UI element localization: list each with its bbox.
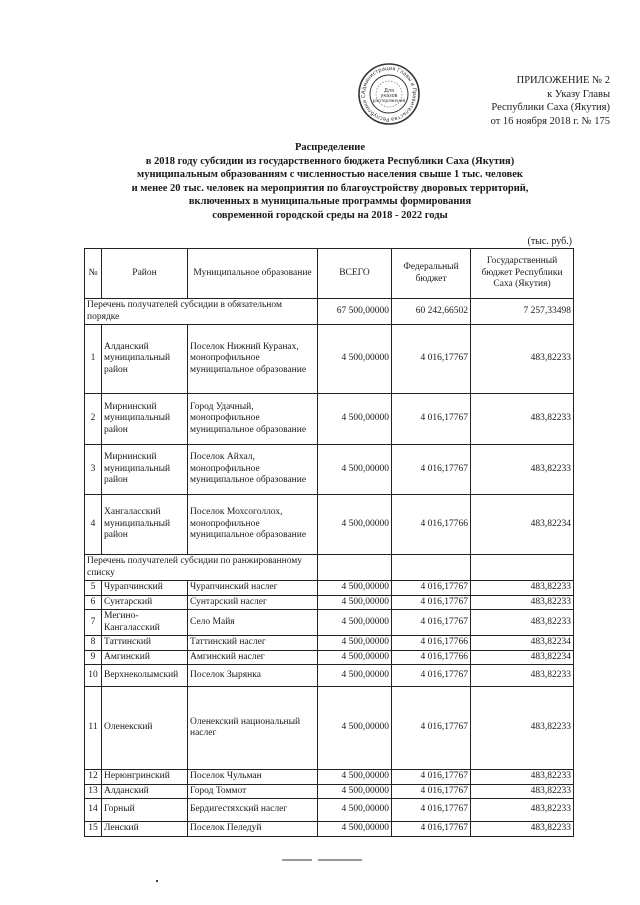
cell-num: 6 xyxy=(85,595,102,610)
cell-federal: 4 016,17767 xyxy=(392,822,471,837)
table-row xyxy=(85,784,574,799)
title-line-2: в 2018 году субсидии из государственного бюджета Республики Саха (Якутия) xyxy=(145,155,515,167)
cell-district: Верхнеколымский xyxy=(102,665,188,687)
table-row xyxy=(85,595,574,610)
cell-total: 4 500,00000 xyxy=(318,822,392,837)
cell-municipality: Село Майя xyxy=(188,610,318,636)
cell-federal: 4 016,17767 xyxy=(392,325,471,394)
cell-num: 12 xyxy=(85,770,102,785)
cell-state: 483,82233 xyxy=(471,595,574,610)
table-row xyxy=(85,394,574,445)
section-row-mandatory xyxy=(85,299,574,325)
table-row xyxy=(85,687,574,770)
cell-municipality: Таттинский наслег xyxy=(188,636,318,651)
cell-total: 4 500,00000 xyxy=(318,799,392,822)
table-row xyxy=(85,325,574,394)
section-row-ranked xyxy=(85,555,574,581)
cell-state: 483,82233 xyxy=(471,687,574,770)
cell-federal: 4 016,17766 xyxy=(392,636,471,651)
table-row xyxy=(85,610,574,636)
cell-municipality: Поселок Айхал, монопрофильное муниципальное образование xyxy=(188,445,318,495)
cell-total: 4 500,00000 xyxy=(318,636,392,651)
cell-municipality: Сунтарский наслег xyxy=(188,595,318,610)
cell-total: 4 500,00000 xyxy=(318,784,392,799)
cell-district: Горный xyxy=(102,799,188,822)
cell-district: Оленекский xyxy=(102,687,188,770)
cell-municipality: Поселок Нижний Куранах, монопрофильное муниципальное образование xyxy=(188,325,318,394)
cell-federal: 4 016,17767 xyxy=(392,581,471,596)
table-row xyxy=(85,495,574,555)
cell-district: Мирнинский муниципальный район xyxy=(102,445,188,495)
table-row xyxy=(85,665,574,687)
cell-federal: 4 016,17767 xyxy=(392,610,471,636)
section-label: Перечень получателей субсидии по ранжированному списку xyxy=(85,555,318,581)
appendix-line-2: к Указу Главы xyxy=(547,88,610,100)
cell-num: 2 xyxy=(85,394,102,445)
svg-text:Администрация Главы и Правител: Администрация Главы и Правительства Республики С xyxy=(360,65,418,123)
header-federal: Федеральный бюджет xyxy=(392,249,471,299)
cell-state: 483,82233 xyxy=(471,784,574,799)
cell-state: 483,82233 xyxy=(471,445,574,495)
cell-municipality: Поселок Зырянка xyxy=(188,665,318,687)
document-title xyxy=(60,141,600,222)
signature-line-graphic xyxy=(282,859,362,861)
cell-total: 4 500,00000 xyxy=(318,445,392,495)
cell-total: 4 500,00000 xyxy=(318,610,392,636)
page-mark xyxy=(156,880,158,882)
table-header-row xyxy=(85,249,574,299)
cell-state: 483,82233 xyxy=(471,394,574,445)
cell-total: 4 500,00000 xyxy=(318,394,392,445)
cell-federal: 4 016,17767 xyxy=(392,784,471,799)
signature-line xyxy=(282,848,362,850)
cell-district: Алданский муниципальный район xyxy=(102,325,188,394)
header-municipality: Муниципальное образование xyxy=(188,249,318,299)
cell-federal: 4 016,17767 xyxy=(392,445,471,495)
header-state: Государственный бюджет Республики Саха (Якутия) xyxy=(471,249,574,299)
cell-total: 4 500,00000 xyxy=(318,325,392,394)
table-row xyxy=(85,650,574,665)
cell-state: 483,82233 xyxy=(471,325,574,394)
cell-total: 4 500,00000 xyxy=(318,770,392,785)
header-total: ВСЕГО xyxy=(318,249,392,299)
cell-state: 483,82233 xyxy=(471,822,574,837)
cell-municipality: Поселок Чульман xyxy=(188,770,318,785)
cell-federal: 4 016,17767 xyxy=(392,687,471,770)
cell-num: 8 xyxy=(85,636,102,651)
svg-text:указов: указов xyxy=(380,94,398,99)
cell-district: Таттинский xyxy=(102,636,188,651)
empty-cell xyxy=(392,555,471,581)
cell-federal: 4 016,17767 xyxy=(392,394,471,445)
cell-num: 13 xyxy=(85,784,102,799)
cell-district: Чурапчинский xyxy=(102,581,188,596)
appendix-line-4: от 16 ноября 2018 г. № 175 xyxy=(490,115,610,127)
cell-num: 11 xyxy=(85,687,102,770)
cell-num: 9 xyxy=(85,650,102,665)
svg-text:Для: Для xyxy=(384,89,394,94)
appendix-header xyxy=(410,74,610,128)
appendix-line-1: ПРИЛОЖЕНИЕ № 2 xyxy=(516,75,610,86)
cell-federal: 4 016,17767 xyxy=(392,770,471,785)
cell-municipality: Чурапчинский наслег xyxy=(188,581,318,596)
cell-num: 15 xyxy=(85,822,102,837)
cell-num: 10 xyxy=(85,665,102,687)
cell-state: 483,82234 xyxy=(471,636,574,651)
title-line-6: современной городской среды на 2018 - 2022 годы xyxy=(212,209,448,221)
empty-cell xyxy=(318,555,392,581)
cell-federal: 4 016,17767 xyxy=(392,799,471,822)
title-line-4: и менее 20 тыс. человек на мероприятия по благоустройству дворовых территорий, xyxy=(131,182,529,194)
cell-district: Сунтарский xyxy=(102,595,188,610)
cell-municipality: Оленекский национальный наслег xyxy=(188,687,318,770)
cell-district: Нерюнгринский xyxy=(102,770,188,785)
section-label: Перечень получателей субсидии в обязательном порядке xyxy=(85,299,318,325)
cell-municipality: Амгинский наслег xyxy=(188,650,318,665)
cell-state: 483,82233 xyxy=(471,610,574,636)
table-row xyxy=(85,581,574,596)
units-label: (тыс. руб.) xyxy=(527,236,572,247)
cell-total: 4 500,00000 xyxy=(318,581,392,596)
title-line-3: муниципальным образованиям с численностью населения свыше 1 тыс. человек xyxy=(137,169,523,180)
appendix-line-3: Республики Саха (Якутия) xyxy=(491,102,610,113)
cell-municipality: Город Томмот xyxy=(188,784,318,799)
cell-state: 483,82233 xyxy=(471,665,574,687)
cell-state: 483,82234 xyxy=(471,495,574,555)
cell-federal: 4 016,17766 xyxy=(392,650,471,665)
cell-state: 483,82233 xyxy=(471,770,574,785)
svg-text:распоряжений: распоряжений xyxy=(372,98,406,103)
cell-federal: 4 016,17767 xyxy=(392,595,471,610)
section-federal: 60 242,66502 xyxy=(392,299,471,325)
cell-municipality: Поселок Пеледуй xyxy=(188,822,318,837)
cell-num: 3 xyxy=(85,445,102,495)
cell-district: Алданский xyxy=(102,784,188,799)
cell-district: Амгинский xyxy=(102,650,188,665)
cell-num: 7 xyxy=(85,610,102,636)
cell-district: Мегино-Кангаласский xyxy=(102,610,188,636)
cell-state: 483,82234 xyxy=(471,650,574,665)
title-line-1: Распределение xyxy=(294,142,366,153)
cell-federal: 4 016,17767 xyxy=(392,665,471,687)
header-district: Район xyxy=(102,249,188,299)
cell-municipality: Поселок Мохсоголлох, монопрофильное муниципальное образование xyxy=(188,495,318,555)
cell-municipality: Город Удачный, монопрофильное муниципальное образование xyxy=(188,394,318,445)
subsidy-table xyxy=(84,248,574,837)
header-num: № xyxy=(85,249,102,299)
empty-cell xyxy=(471,555,574,581)
cell-total: 4 500,00000 xyxy=(318,650,392,665)
cell-total: 4 500,00000 xyxy=(318,495,392,555)
table-row xyxy=(85,770,574,785)
cell-num: 4 xyxy=(85,495,102,555)
section-total: 67 500,00000 xyxy=(318,299,392,325)
cell-state: 483,82233 xyxy=(471,581,574,596)
section-state: 7 257,33498 xyxy=(471,299,574,325)
cell-state: 483,82233 xyxy=(471,799,574,822)
cell-num: 14 xyxy=(85,799,102,822)
cell-district: Мирнинский муниципальный район xyxy=(102,394,188,445)
cell-total: 4 500,00000 xyxy=(318,665,392,687)
table-row xyxy=(85,636,574,651)
table-row xyxy=(85,445,574,495)
table-row xyxy=(85,822,574,837)
table-row xyxy=(85,799,574,822)
cell-num: 5 xyxy=(85,581,102,596)
cell-district: Хангаласский муниципальный район xyxy=(102,495,188,555)
title-line-5: включенных в муниципальные программы формирования xyxy=(188,196,472,207)
cell-total: 4 500,00000 xyxy=(318,595,392,610)
cell-district: Ленский xyxy=(102,822,188,837)
cell-num: 1 xyxy=(85,325,102,394)
cell-federal: 4 016,17766 xyxy=(392,495,471,555)
cell-municipality: Бердигестяхский наслег xyxy=(188,799,318,822)
cell-total: 4 500,00000 xyxy=(318,687,392,770)
